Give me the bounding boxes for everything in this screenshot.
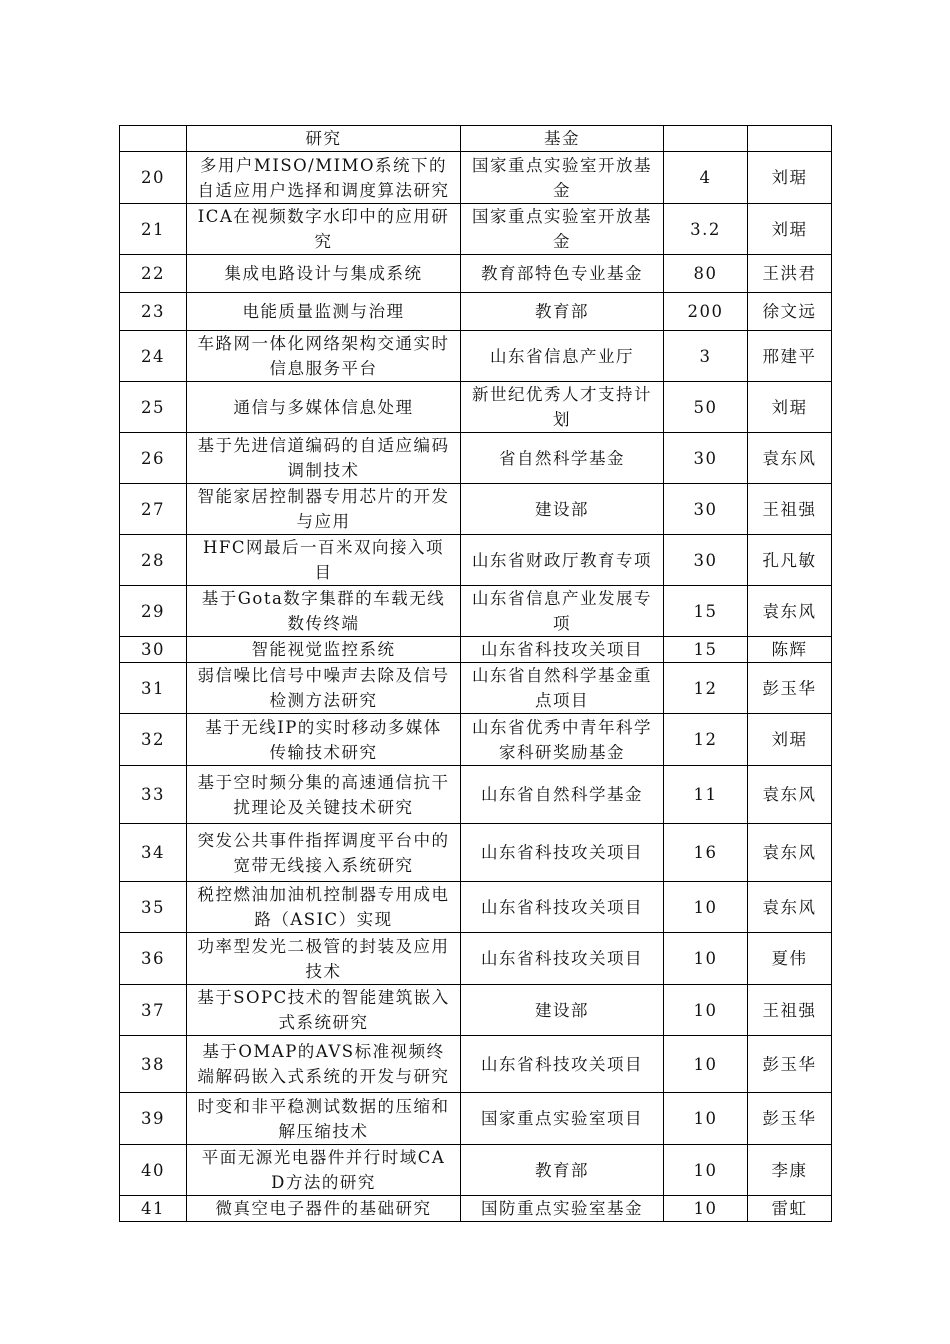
cell-no: 31: [120, 663, 187, 714]
cell-amount: 3: [664, 331, 748, 382]
cell-no: 28: [120, 535, 187, 586]
cell-funding-source: 山东省优秀中青年科学家科研奖励基金: [461, 714, 664, 766]
cell-project-name: 基于无线IP的实时移动多媒体传输技术研究: [187, 714, 461, 766]
cell-funding-source: 山东省科技攻关项目: [461, 824, 664, 882]
cell-leader: 刘琚: [748, 714, 832, 766]
cell-amount: 80: [664, 255, 748, 293]
cell-project-name: 电能质量监测与治理: [187, 293, 461, 331]
cell-no: 20: [120, 152, 187, 204]
cell-leader: 夏伟: [748, 933, 832, 985]
cell-no: 38: [120, 1036, 187, 1093]
cell-amount: 10: [664, 1036, 748, 1093]
cell-no: 36: [120, 933, 187, 985]
cell-no: 37: [120, 985, 187, 1036]
cell-funding-source: 建设部: [461, 484, 664, 535]
table-row: [120, 714, 832, 766]
cell-leader: 袁东风: [748, 882, 832, 933]
table-row: [120, 484, 832, 535]
cell-amount: 15: [664, 637, 748, 663]
cell-amount: 50: [664, 382, 748, 433]
cell-funding-source: 山东省自然科学基金: [461, 766, 664, 824]
table-row: [120, 255, 832, 293]
cell-leader: 王祖强: [748, 484, 832, 535]
cell-project-name: 时变和非平稳测试数据的压缩和解压缩技术: [187, 1093, 461, 1145]
cell-project-name: 智能视觉监控系统: [187, 637, 461, 663]
cell-leader: 刘琚: [748, 204, 832, 255]
cell-no: [120, 126, 187, 152]
table-row: [120, 535, 832, 586]
cell-leader: 邢建平: [748, 331, 832, 382]
table-row: [120, 1036, 832, 1093]
cell-amount: 10: [664, 985, 748, 1036]
cell-leader: 刘琚: [748, 152, 832, 204]
cell-project-name: 基于OMAP的AVS标准视频终端解码嵌入式系统的开发与研究: [187, 1036, 461, 1093]
cell-leader: 袁东风: [748, 433, 832, 484]
cell-no: 26: [120, 433, 187, 484]
cell-funding-source: 教育部特色专业基金: [461, 255, 664, 293]
cell-funding-source: 教育部: [461, 1145, 664, 1196]
cell-funding-source: 国家重点实验室项目: [461, 1093, 664, 1145]
cell-amount: 12: [664, 663, 748, 714]
cell-project-name: 多用户MISO/MIMO系统下的自适应用户选择和调度算法研究: [187, 152, 461, 204]
cell-amount: 10: [664, 1145, 748, 1196]
cell-project-name: 平面无源光电器件并行时域CAD方法的研究: [187, 1145, 461, 1196]
cell-funding-source: 山东省科技攻关项目: [461, 882, 664, 933]
cell-no: 21: [120, 204, 187, 255]
cell-funding-source: 山东省自然科学基金重点项目: [461, 663, 664, 714]
cell-no: 25: [120, 382, 187, 433]
cell-project-name: 集成电路设计与集成系统: [187, 255, 461, 293]
cell-project-name: ICA在视频数字水印中的应用研究: [187, 204, 461, 255]
cell-amount: 10: [664, 882, 748, 933]
table-row: [120, 1196, 832, 1222]
table-row: [120, 824, 832, 882]
cell-funding-source: 山东省信息产业发展专项: [461, 586, 664, 637]
cell-amount: 12: [664, 714, 748, 766]
cell-funding-source: 山东省科技攻关项目: [461, 933, 664, 985]
cell-project-name: 基于先进信道编码的自适应编码调制技术: [187, 433, 461, 484]
cell-no: 34: [120, 824, 187, 882]
cell-project-name: 税控燃油加油机控制器专用成电路（ASIC）实现: [187, 882, 461, 933]
cell-no: 35: [120, 882, 187, 933]
table-row: [120, 882, 832, 933]
table-row: [120, 766, 832, 824]
table-row: [120, 1145, 832, 1196]
cell-amount: 200: [664, 293, 748, 331]
cell-funding-source: 教育部: [461, 293, 664, 331]
cell-project-name: 基于SOPC技术的智能建筑嵌入式系统研究: [187, 985, 461, 1036]
cell-no: 40: [120, 1145, 187, 1196]
table-row: [120, 933, 832, 985]
cell-funding-source: 山东省信息产业厅: [461, 331, 664, 382]
cell-leader: 彭玉华: [748, 663, 832, 714]
cell-funding-source: 山东省财政厅教育专项: [461, 535, 664, 586]
cell-amount: 10: [664, 1093, 748, 1145]
cell-no: 39: [120, 1093, 187, 1145]
cell-funding-source: 省自然科学基金: [461, 433, 664, 484]
cell-funding-source: 建设部: [461, 985, 664, 1036]
cell-amount: 3.2: [664, 204, 748, 255]
table-row: [120, 637, 832, 663]
cell-leader: 彭玉华: [748, 1036, 832, 1093]
table-row: [120, 663, 832, 714]
cell-leader: 袁东风: [748, 766, 832, 824]
projects-table-body: [120, 126, 832, 1222]
cell-project-name: 智能家居控制器专用芯片的开发与应用: [187, 484, 461, 535]
cell-project-name: 微真空电子器件的基础研究: [187, 1196, 461, 1222]
cell-funding-source: 国家重点实验室开放基金: [461, 204, 664, 255]
cell-amount: 15: [664, 586, 748, 637]
cell-amount: 10: [664, 933, 748, 985]
cell-no: 22: [120, 255, 187, 293]
projects-table: [119, 125, 832, 1222]
cell-no: 23: [120, 293, 187, 331]
cell-project-name: 基于Gota数字集群的车载无线数传终端: [187, 586, 461, 637]
table-row: [120, 985, 832, 1036]
cell-funding-source: 国家重点实验室开放基金: [461, 152, 664, 204]
cell-amount: [664, 126, 748, 152]
table-row: [120, 382, 832, 433]
table-row: [120, 152, 832, 204]
cell-no: 29: [120, 586, 187, 637]
cell-amount: 30: [664, 433, 748, 484]
cell-funding-source: 国防重点实验室基金: [461, 1196, 664, 1222]
cell-leader: 袁东风: [748, 586, 832, 637]
table-row: [120, 1093, 832, 1145]
cell-project-name: 基于空时频分集的高速通信抗干扰理论及关键技术研究: [187, 766, 461, 824]
cell-project-name: 车路网一体化网络架构交通实时信息服务平台: [187, 331, 461, 382]
table-row: [120, 331, 832, 382]
cell-project-name: 突发公共事件指挥调度平台中的宽带无线接入系统研究: [187, 824, 461, 882]
cell-amount: 11: [664, 766, 748, 824]
cell-leader: 王洪君: [748, 255, 832, 293]
cell-leader: 孔凡敏: [748, 535, 832, 586]
cell-leader: 王祖强: [748, 985, 832, 1036]
cell-amount: 10: [664, 1196, 748, 1222]
cell-leader: 李康: [748, 1145, 832, 1196]
cell-project-name: 研究: [187, 126, 461, 152]
cell-funding-source: 山东省科技攻关项目: [461, 637, 664, 663]
cell-funding-source: 基金: [461, 126, 664, 152]
cell-funding-source: 新世纪优秀人才支持计划: [461, 382, 664, 433]
cell-amount: 30: [664, 535, 748, 586]
cell-no: 24: [120, 331, 187, 382]
cell-project-name: HFC网最后一百米双向接入项目: [187, 535, 461, 586]
table-row: [120, 293, 832, 331]
cell-no: 33: [120, 766, 187, 824]
cell-leader: 袁东风: [748, 824, 832, 882]
cell-leader: 陈辉: [748, 637, 832, 663]
cell-leader: 雷虹: [748, 1196, 832, 1222]
cell-no: 30: [120, 637, 187, 663]
cell-leader: 彭玉华: [748, 1093, 832, 1145]
cell-project-name: 通信与多媒体信息处理: [187, 382, 461, 433]
cell-no: 32: [120, 714, 187, 766]
cell-no: 27: [120, 484, 187, 535]
cell-project-name: 功率型发光二极管的封装及应用技术: [187, 933, 461, 985]
cell-leader: [748, 126, 832, 152]
cell-amount: 16: [664, 824, 748, 882]
table-row-continued: [120, 126, 832, 152]
cell-no: 41: [120, 1196, 187, 1222]
table-row: [120, 586, 832, 637]
table-row: [120, 433, 832, 484]
cell-funding-source: 山东省科技攻关项目: [461, 1036, 664, 1093]
cell-amount: 4: [664, 152, 748, 204]
cell-leader: 徐文远: [748, 293, 832, 331]
cell-amount: 30: [664, 484, 748, 535]
table-row: [120, 204, 832, 255]
cell-project-name: 弱信噪比信号中噪声去除及信号检测方法研究: [187, 663, 461, 714]
cell-leader: 刘琚: [748, 382, 832, 433]
